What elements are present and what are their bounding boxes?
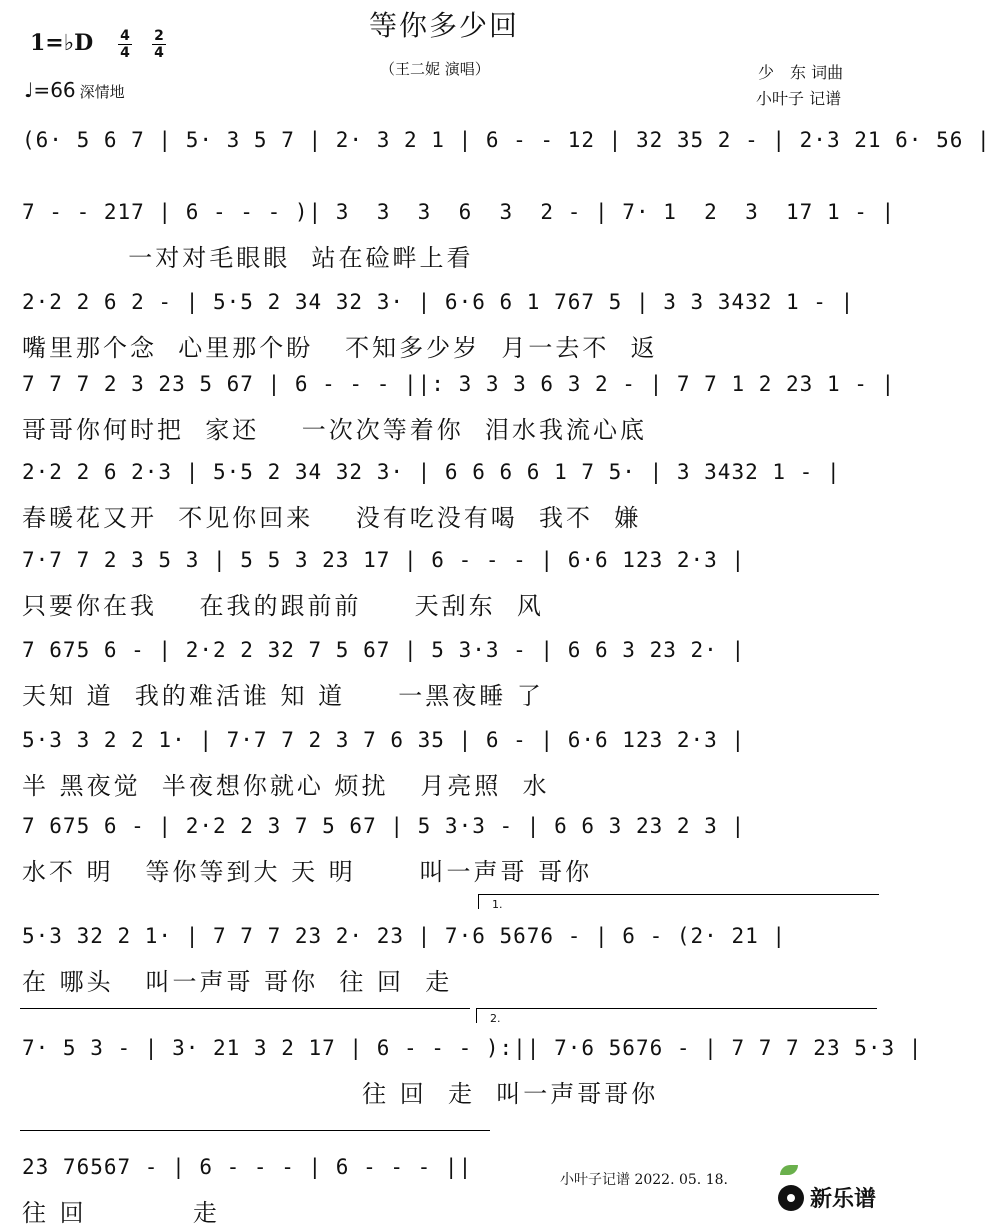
song-title: 等你多少回	[368, 9, 519, 42]
tempo-marking	[24, 78, 125, 102]
singer-credit: （王二妮 演唱）	[380, 60, 490, 78]
transcriber-credit: 小叶子 记谱	[756, 89, 842, 108]
score-row	[0, 728, 888, 800]
first-ending-bracket	[478, 894, 879, 909]
coda-top-line	[20, 1130, 490, 1145]
notation-line: 7 7 7 2 3 23 5 67 | 6 - - - ||: 3 3 3 6 3 2 - | 7 7 1 2 23 1 - |	[22, 372, 896, 396]
time-sig-2-bottom: 4	[154, 45, 164, 61]
mood-marking: 深情地	[79, 83, 125, 101]
second-ending-bracket	[476, 1008, 877, 1023]
score-row	[0, 638, 888, 710]
lyric-line: 春暖花又开 不见你回来 没有吃没有喝 我不 嫌	[22, 504, 642, 532]
score-row	[0, 200, 896, 272]
notation-line: 7·7 7 2 3 5 3 | 5 5 3 23 17 | 6 - - - | 6·6 123 2·3 |	[22, 548, 746, 572]
second-ending-label: 2.	[490, 1012, 501, 1025]
site-logo	[778, 1182, 876, 1213]
notation-line: 23 76567 - | 6 - - - | 6 - - - ||	[22, 1155, 473, 1179]
score-row	[0, 1036, 923, 1108]
lyric-line: 天知 道 我的难活谁 知 道 一黑夜睡 了	[22, 682, 544, 710]
repeat-top-line	[20, 1008, 470, 1023]
notation-line: 2·2 2 6 2·3 | 5·5 2 34 32 3· | 6 6 6 6 1 7 5· | 3 3432 1 - |	[22, 460, 841, 484]
notation-line: 7 675 6 - | 2·2 2 3 7 5 67 | 5 3·3 - | 6 6 3 23 2 3 |	[22, 814, 746, 838]
lyric-line: 哥哥你何时把 家还 一次次等着你 泪水我流心底	[22, 416, 648, 444]
lyric-line: 在 哪头 叫一声哥 哥你 往 回 走	[22, 968, 453, 996]
notation-line: 7 - - 217 | 6 - - - )| 3 3 3 6 3 2 - | 7· 1 2 3 17 1 - |	[22, 200, 896, 224]
score-row	[0, 814, 888, 886]
score-row	[0, 460, 888, 532]
lyric-line: 半 黑夜觉 半夜想你就心 烦扰 月亮照 水	[22, 772, 550, 800]
notation-line: (6· 5 6 7 | 5· 3 5 7 | 2· 3 2 1 | 6 - - 12 | 32 35 2 - | 2·3 21 6· 56 |	[22, 128, 991, 152]
notation-line: 7· 5 3 - | 3· 21 3 2 17 | 6 - - - ):|| 7·6 5676 - | 7 7 7 23 5·3 |	[22, 1036, 923, 1060]
lyricist-composer: 少 东 词曲	[758, 63, 844, 82]
time-sig-1-bottom: 4	[120, 45, 130, 61]
footer-credit: 小叶子记谱 2022. 05. 18.	[560, 1172, 728, 1188]
score-row	[0, 1155, 888, 1227]
notation-line: 5·3 32 2 1· | 7 7 7 23 2· 23 | 7·6 5676 - | 6 - (2· 21 |	[22, 924, 787, 948]
lyric-line: 往 回 走 叫一声哥哥你	[22, 1080, 659, 1108]
key-signature: 1=♭D	[30, 30, 94, 56]
score-row	[0, 290, 888, 362]
record-disc-icon	[778, 1185, 804, 1211]
score-row	[0, 924, 888, 996]
notation-line: 7 675 6 - | 2·2 2 32 7 5 67 | 5 3·3 - | 6 6 3 23 2· |	[22, 638, 746, 662]
score-row	[0, 372, 896, 444]
lyric-line: 往 回 走	[22, 1199, 220, 1227]
time-signature-2	[152, 28, 166, 61]
lyric-line: 嘴里那个念 心里那个盼 不知多少岁 月一去不 返	[22, 334, 658, 362]
time-sig-1-top: 4	[120, 28, 130, 44]
time-signature-1	[118, 28, 132, 61]
notation-line: 2·2 2 6 2 - | 5·5 2 34 32 3· | 6·6 6 1 767 5 | 3 3 3432 1 - |	[22, 290, 855, 314]
score-row	[0, 128, 991, 192]
lyric-line: 只要你在我 在我的跟前前 天刮东 风	[22, 592, 544, 620]
notation-line: 5·3 3 2 2 1· | 7·7 7 2 3 7 6 35 | 6 - | 6·6 123 2·3 |	[22, 728, 746, 752]
tempo-value: ♩=66	[24, 78, 76, 102]
time-sig-2-top: 2	[154, 28, 164, 44]
logo-text: 新乐谱	[809, 1187, 876, 1212]
lyric-line: 一对对毛眼眼 站在硷畔上看	[22, 244, 474, 272]
first-ending-label: 1.	[492, 898, 503, 911]
score-row	[0, 548, 888, 620]
lyric-line: 水不 明 等你等到大 天 明 叫一声哥 哥你	[22, 858, 593, 886]
